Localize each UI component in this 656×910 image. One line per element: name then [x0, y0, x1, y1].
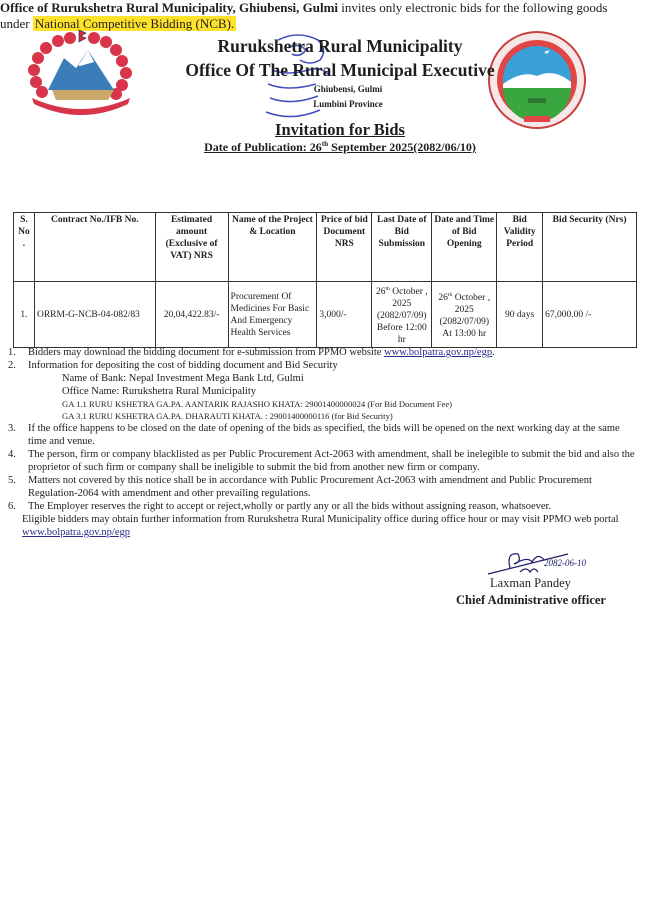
address-line: Ghiubensi, Gulmi	[313, 84, 383, 94]
col-amount: Estimated amount (Exclusive of VAT) NRS	[155, 213, 228, 282]
note-text: The Employer reserves the right to accept or reject,wholly or partly any or all the bids without assigning reason, whatsoever.	[28, 501, 552, 512]
note-number: 4.	[8, 449, 16, 460]
cell-security: 67,000.00 /-	[543, 282, 637, 348]
col-project: Name of the Project & Location	[228, 213, 317, 282]
cell-last-date	[372, 282, 432, 348]
note-6	[0, 500, 640, 513]
tail-text: Eligible bidders may obtain further information from Rurukshetra Rural Municipality office during office hour or may visit PPMO web portal	[22, 514, 619, 525]
cell-contract: ORRM-G-NCB-04-082/83	[34, 282, 155, 348]
bolpatra-link[interactable]: www.bolpatra.gov.np/egp	[384, 347, 493, 358]
col-last-date: Last Date of Bid Submission	[372, 213, 432, 282]
note-3	[0, 422, 640, 448]
cell-sno: 1.	[14, 282, 35, 348]
open-date-sup: th	[447, 292, 453, 298]
note-5	[0, 474, 640, 500]
cell-opening	[432, 282, 497, 348]
signature-date: 2082-06-10	[544, 558, 586, 568]
publication-date	[12, 140, 656, 155]
last-date-day: 26	[375, 287, 386, 298]
note-1	[0, 346, 640, 359]
cell-validity: 90 days	[497, 282, 543, 348]
signatory-name: Laxman Pandey	[490, 576, 571, 590]
col-security: Bid Security (Nrs)	[543, 213, 637, 282]
pub-label: Date of Publication: 26	[204, 140, 322, 154]
note-text: Matters not covered by this notice shall be in accordance with Public Procurement Act-2063 with amendment and Public Procurement Regulation-2064 with amendment and other prevailing regulations.	[28, 475, 592, 499]
cell-project: Procurement Of Medicines For Basic And Emergency Health Services	[228, 282, 317, 348]
note-period: .	[492, 347, 495, 358]
open-date-rest: October , 2025 (2082/07/09) At 13:00 hr	[439, 293, 491, 340]
table-header-row	[14, 213, 637, 282]
bolpatra-link-2[interactable]: www.bolpatra.gov.np/egp	[22, 527, 130, 538]
municipality-name: Rurukshetra Rural Municipality	[217, 36, 463, 56]
col-validity: Bid Validity Period	[497, 213, 543, 282]
province-line: Lumbini Province	[313, 99, 383, 109]
note-number: 6.	[8, 501, 16, 512]
col-opening: Date and Time of Bid Opening	[432, 213, 497, 282]
note-2	[0, 359, 640, 372]
ncb-highlight: National Competitive Bidding (NCB).	[34, 16, 235, 31]
note-4	[0, 448, 640, 474]
col-contract: Contract No./IFB No.	[34, 213, 155, 282]
account-security: GA 3.1 RURU KSHETRA GA.PA. DHARAUTI KHATA. : 29001400000116 (for Bid Security)	[62, 411, 393, 421]
note-number: 5.	[8, 475, 16, 486]
signature-image	[448, 548, 628, 578]
office-name: Office Of The Rural Municipal Executive	[185, 60, 495, 80]
document-title	[12, 120, 656, 140]
cell-price: 3,000/-	[317, 282, 372, 348]
office-name-line: Office Name: Rurukshetra Rural Municipality	[62, 386, 257, 397]
note-text: The person, firm or company blacklisted as per Public Procurement Act-2063 with amendment, shall be inelegible to submit the bid and also the proprietor of such firm or company shall be ineligible to submit the bid from another new firm or company.	[28, 449, 635, 473]
open-date-day: 26	[438, 293, 448, 304]
notes-list	[0, 346, 640, 539]
last-date-sup: th	[385, 286, 390, 292]
note-text: Information for depositing the cost of bidding document and Bid Security	[28, 360, 338, 371]
col-price: Price of bid Document NRS	[317, 213, 372, 282]
intro-text: invites only electronic bids for the following goods under	[0, 0, 608, 31]
pub-rest: September 2025(2082/06/10)	[328, 140, 476, 154]
note-number: 1.	[8, 347, 16, 358]
cell-amount: 20,04,422.83/-	[155, 282, 228, 348]
account-fee: GA 1.1 RURU KSHETRA GA.PA. AANTARIK RAJASHO KHATA: 29001400000024 (For Bid Document Fee)	[62, 399, 453, 409]
further-info	[0, 513, 640, 539]
signatory-title: Chief Administrative officer	[456, 593, 606, 607]
note-number: 3.	[8, 423, 16, 434]
document-title-text: Invitation for Bids	[275, 120, 405, 139]
last-date-rest: October , 2025 (2082/07/09) Before 12:00 hr	[376, 287, 428, 346]
intro-bold: Office of Rurukshetra Rural Municipality, Ghiubensi, Gulmi	[0, 0, 339, 15]
bid-table	[13, 212, 637, 348]
table-row	[14, 282, 637, 348]
note-number: 2.	[8, 360, 16, 371]
pub-sup: th	[321, 140, 329, 148]
note-text: If the office happens to be closed on the date of opening of the bids as specified, the bids will be opened on the next working day at the same time and venue.	[28, 423, 620, 447]
note-text: Bidders may download the bidding document for e-submission from PPMO website	[28, 347, 385, 358]
bank-name: Name of Bank: Nepal Investment Mega Bank Ltd, Gulmi	[62, 373, 304, 384]
col-sno: S. No .	[14, 213, 35, 282]
